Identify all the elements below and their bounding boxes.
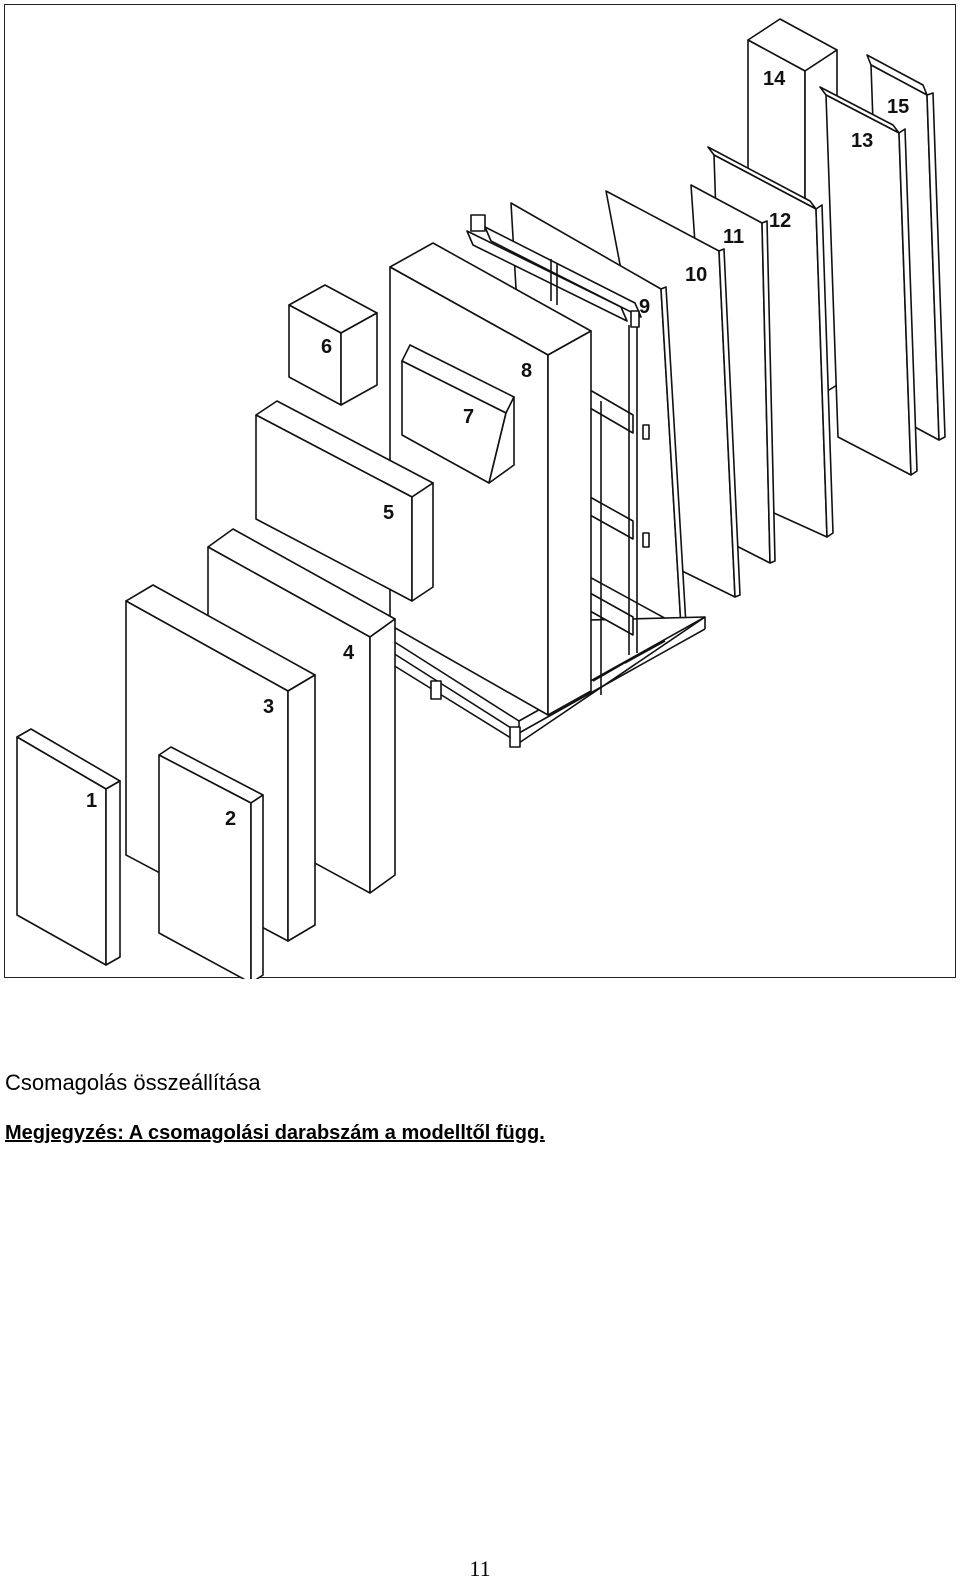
label-6: 6 xyxy=(321,336,333,358)
packaging-exploded-view xyxy=(5,5,957,979)
label-9: 9 xyxy=(639,296,651,318)
figure-frame xyxy=(4,4,956,978)
label-14: 14 xyxy=(763,68,786,90)
label-13: 13 xyxy=(851,130,874,152)
label-8: 8 xyxy=(521,360,533,382)
label-1: 1 xyxy=(86,790,98,812)
label-10: 10 xyxy=(685,264,708,286)
label-12: 12 xyxy=(769,210,792,232)
box-6 xyxy=(289,285,377,405)
label-15: 15 xyxy=(887,96,910,118)
label-4: 4 xyxy=(343,642,355,664)
label-7: 7 xyxy=(463,406,475,428)
page-number: 11 xyxy=(469,1556,491,1581)
panel-1 xyxy=(17,729,120,965)
note-text: Megjegyzés: A csomagolási darabszám a modelltől függ. xyxy=(5,1122,545,1144)
label-11: 11 xyxy=(723,226,745,248)
label-3: 3 xyxy=(263,696,275,718)
label-2: 2 xyxy=(225,808,237,830)
label-5: 5 xyxy=(383,502,395,524)
figure-caption: Csomagolás összeállítása xyxy=(5,1070,261,1095)
